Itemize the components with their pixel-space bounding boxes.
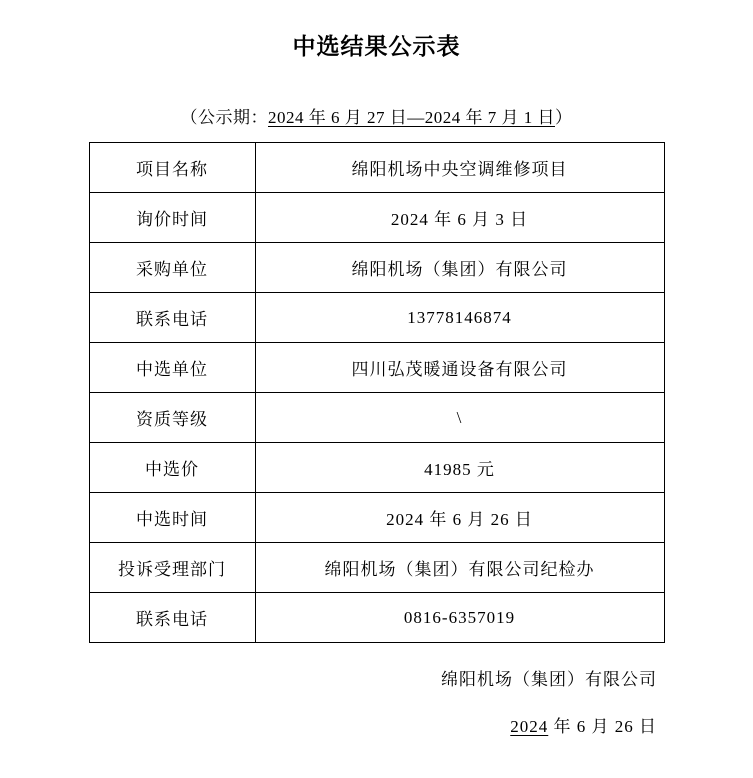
row-label: 联系电话 (89, 593, 255, 643)
table-row (89, 393, 664, 443)
row-label: 中选时间 (89, 493, 255, 543)
publicity-period-suffix: ） (555, 108, 573, 127)
table-row (89, 143, 664, 193)
row-label: 资质等级 (89, 393, 255, 443)
result-table (89, 142, 665, 643)
table-row (89, 243, 664, 293)
row-value: 绵阳机场（集团）有限公司 (255, 243, 664, 293)
row-label: 中选价 (89, 443, 255, 493)
row-label: 询价时间 (89, 193, 255, 243)
table-row (89, 493, 664, 543)
row-value: 2024 年 6 月 3 日 (255, 193, 664, 243)
table-row (89, 543, 664, 593)
document-page (0, 28, 753, 778)
row-value: 2024 年 6 月 26 日 (255, 493, 664, 543)
row-label: 联系电话 (89, 293, 255, 343)
row-label: 项目名称 (89, 143, 255, 193)
page-title: 中选结果公示表 (292, 34, 461, 59)
publicity-period-range: 2024 年 6 月 27 日—2024 年 7 月 1 日 (268, 108, 555, 127)
row-value: 四川弘茂暖通设备有限公司 (255, 343, 664, 393)
table-row (89, 293, 664, 343)
row-label: 投诉受理部门 (89, 543, 255, 593)
table-row (89, 193, 664, 243)
row-value: 41985 元 (255, 443, 664, 493)
table-row (89, 593, 664, 643)
footer-date (0, 712, 753, 737)
row-value: 绵阳机场（集团）有限公司纪检办 (255, 543, 664, 593)
footer-date-rest: 年 6 月 26 日 (548, 717, 657, 736)
footer-organization: 绵阳机场（集团）有限公司 (441, 670, 657, 689)
publicity-period-text (181, 103, 573, 128)
row-value: \ (255, 393, 664, 443)
publicity-period (0, 103, 753, 128)
row-label: 采购单位 (89, 243, 255, 293)
table-row (89, 443, 664, 493)
row-value: 绵阳机场中央空调维修项目 (255, 143, 664, 193)
row-value: 0816-6357019 (255, 593, 664, 643)
footer-date-year: 2024 (510, 717, 549, 736)
row-value: 13778146874 (255, 293, 664, 343)
row-label: 中选单位 (89, 343, 255, 393)
publicity-period-prefix: （公示期： (180, 108, 268, 127)
table-row (89, 343, 664, 393)
